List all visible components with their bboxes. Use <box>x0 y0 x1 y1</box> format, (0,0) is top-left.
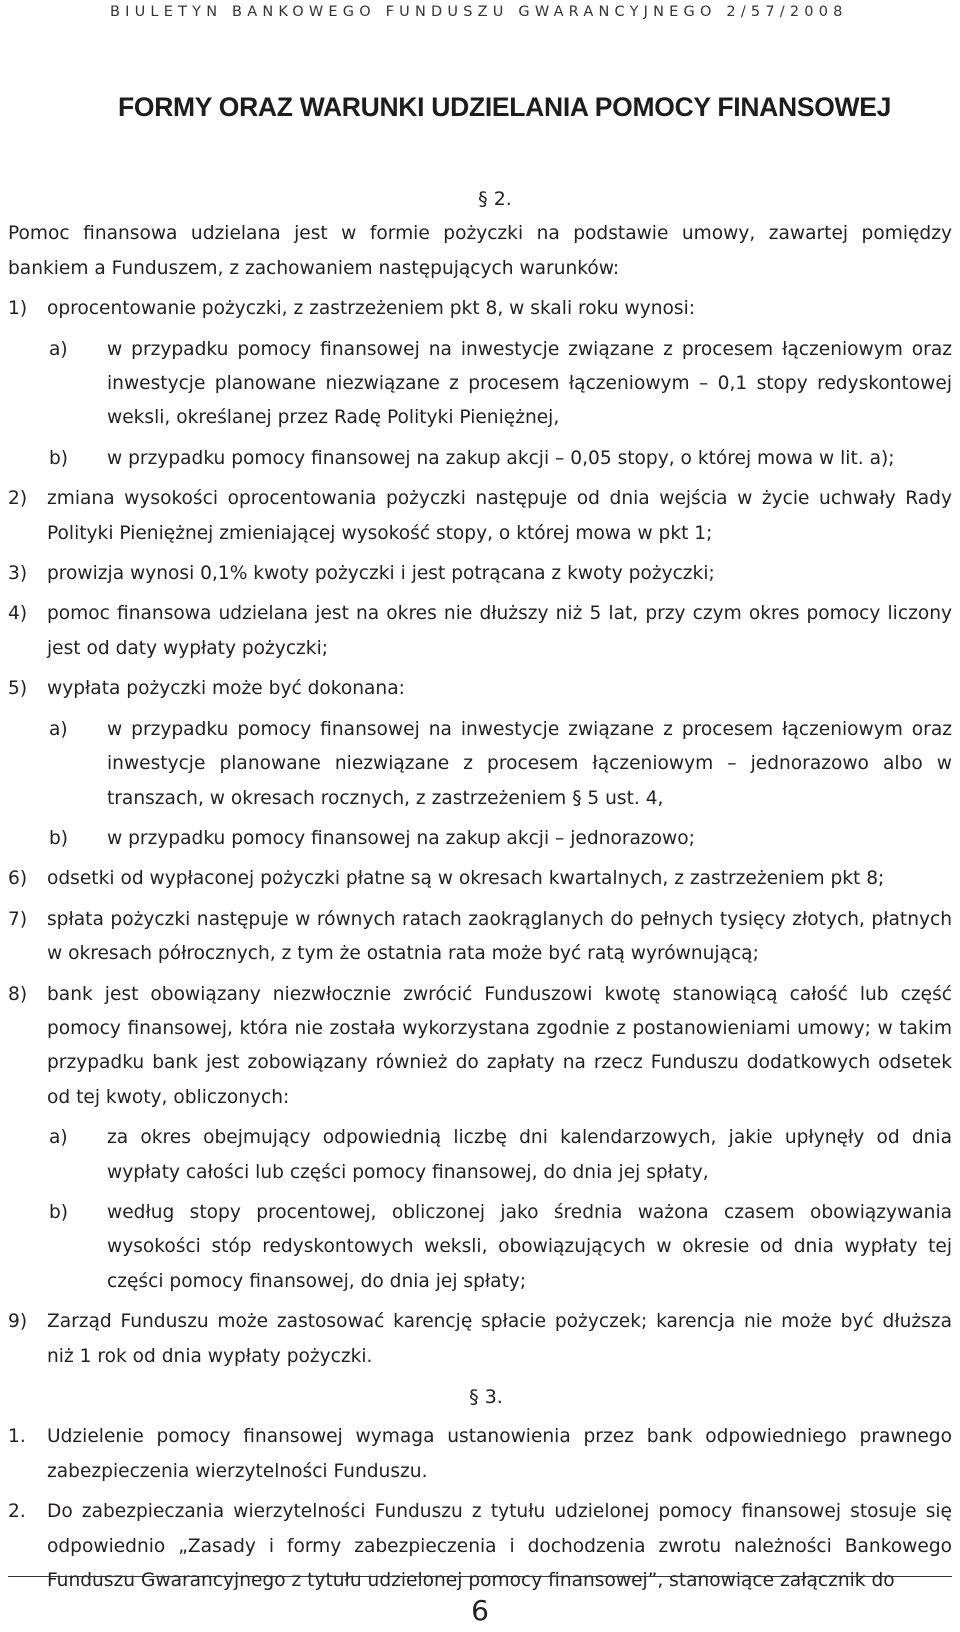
list-item <box>8 557 952 591</box>
item-text: Udzielenie pomocy finansowej wymaga ustanowienia przez bank odpowiedniego prawnego zabezpieczenia wierzytelności Funduszu. <box>47 1426 952 1482</box>
section-3-list <box>8 1420 952 1598</box>
sub-list-item <box>8 333 952 436</box>
item-number: 6) <box>8 868 28 890</box>
item-text: Zarząd Funduszu może zastosować karencję spłacie pożyczek; karencja nie może być dłuższa niż 1 rok od dnia wypłaty pożyczki. <box>47 1311 952 1367</box>
item-number: 8) <box>8 983 28 1005</box>
item-text: bank jest obowiązany niezwłocznie zwrócić Funduszowi kwotę stanowiącą całość lub część pomocy finansowej, która nie została wykorzystana zgodnie z postanowieniami umowy; w takim przypadku bank jest zobowiązany również do zapłaty na rzecz Funduszu dodatkowych odsetek od tej kwoty, obliczonych: <box>47 983 952 1108</box>
sub-item-letter: a) <box>49 1127 68 1149</box>
sub-list-item <box>8 442 952 476</box>
list-item <box>8 1495 952 1598</box>
item-number: 1. <box>8 1426 26 1448</box>
section-2-list <box>8 292 952 1374</box>
item-number: 5) <box>8 678 28 700</box>
item-text: wypłata pożyczki może być dokonana: <box>47 678 405 700</box>
list-item <box>8 292 952 326</box>
item-text: zmiana wysokości oprocentowania pożyczki następuje od dnia wejścia w życie uchwały Rady Polityki Pieniężnej zmieniającej wysokość stopy, o której mowa w pkt 1; <box>47 488 952 544</box>
item-number: 7) <box>8 908 28 930</box>
list-item <box>8 1305 952 1374</box>
item-number: 2. <box>8 1501 26 1523</box>
section-3-heading: § 3. <box>469 1386 503 1408</box>
running-header: BIULETYN BANKOWEGO FUNDUSZU GWARANCYJNEGO 2/57/2008 <box>110 4 848 20</box>
list-item <box>8 482 952 551</box>
item-number: 9) <box>8 1311 28 1333</box>
sub-item-text: w przypadku pomocy finansowej na inwestycje związane z procesem łączeniowym oraz inwestycje planowane niezwiązane z procesem łączeniowym – 0,1 stopy redyskontowej weksli, określanej przez Radę Polityki Pieniężnej, <box>107 338 952 429</box>
sub-item-letter: b) <box>49 827 69 849</box>
sub-list-item <box>8 822 952 856</box>
item-number: 4) <box>8 603 28 625</box>
document-title: FORMY ORAZ WARUNKI UDZIELANIA POMOCY FINANSOWEJ <box>118 92 892 122</box>
sub-item-letter: b) <box>49 1201 69 1223</box>
item-text: odsetki od wypłaconej pożyczki płatne są w okresach kwartalnych, z zastrzeżeniem pkt 8; <box>47 868 885 890</box>
sub-item-letter: a) <box>49 338 68 360</box>
list-item <box>8 978 952 1116</box>
item-text: oprocentowanie pożyczki, z zastrzeżeniem pkt 8, w skali roku wynosi: <box>47 298 696 320</box>
list-item <box>8 1420 952 1489</box>
item-number: 2) <box>8 488 28 510</box>
sub-list-item <box>8 1196 952 1299</box>
sub-item-letter: b) <box>49 447 69 469</box>
item-number: 1) <box>8 298 28 320</box>
sub-item-text: w przypadku pomocy finansowej na zakup akcji – 0,05 stopy, o której mowa w lit. a); <box>107 447 895 469</box>
sub-item-text: za okres obejmujący odpowiednią liczbę dni kalendarzowych, jakie upłynęły od dnia wypłaty całości lub części pomocy finansowej, do dnia jej spłaty, <box>107 1127 952 1183</box>
document-body <box>8 182 952 1604</box>
sub-list-item <box>8 713 952 816</box>
page-number: 6 <box>471 1594 489 1627</box>
item-number: 3) <box>8 563 28 585</box>
list-item <box>8 903 952 972</box>
sub-item-letter: a) <box>49 718 68 740</box>
list-item <box>8 672 952 706</box>
section-2-heading: § 2. <box>478 188 512 210</box>
sub-item-text: w przypadku pomocy finansowej na inwestycje związane z procesem łączeniowym oraz inwestycje planowane niezwiązane z procesem łączeniowym – jednorazowo albo w transzach, w okresach rocznych, z zastrzeżeniem § 5 ust. 4, <box>107 718 952 809</box>
list-item <box>8 597 952 666</box>
footer-divider <box>8 1576 952 1577</box>
sub-list-item <box>8 1121 952 1190</box>
item-text: pomoc finansowa udzielana jest na okres nie dłuższy niż 5 lat, przy czym okres pomocy liczony jest od daty wypłaty pożyczki; <box>47 603 952 659</box>
list-item <box>8 862 952 896</box>
item-text: spłata pożyczki następuje w równych ratach zaokrąglanych do pełnych tysięcy złotych, płatnych w okresach półrocznych, z tym że ostatnia rata może być ratą wyrównującą; <box>47 908 952 965</box>
sub-item-text: według stopy procentowej, obliczonej jako średnia ważona czasem obowiązywania wysokości stóp redyskontowych weksli, obowiązujących w okresie od dnia wypłaty tej części pomocy finansowej, do dnia jej spłaty; <box>107 1201 952 1292</box>
section-2-intro: Pomoc finansowa udzielana jest w formie pożyczki na podstawie umowy, zawartej pomiędzy bankiem a Funduszem, z zachowaniem następujących warunków: <box>8 223 952 279</box>
item-text: prowizja wynosi 0,1% kwoty pożyczki i jest potrącana z kwoty pożyczki; <box>47 563 715 585</box>
sub-item-text: w przypadku pomocy finansowej na zakup akcji – jednorazowo; <box>107 827 695 849</box>
item-text: Do zabezpieczania wierzytelności Funduszu z tytułu udzielonej pomocy finansowej stosuje się odpowiednio „Zasady i formy zabezpieczenia i dochodzenia zwrotu należności Bankowego Funduszu Gwarancyjnego z tytułu udzielonej pomocy finansowej”, stanowiące załącznik do <box>47 1501 952 1592</box>
